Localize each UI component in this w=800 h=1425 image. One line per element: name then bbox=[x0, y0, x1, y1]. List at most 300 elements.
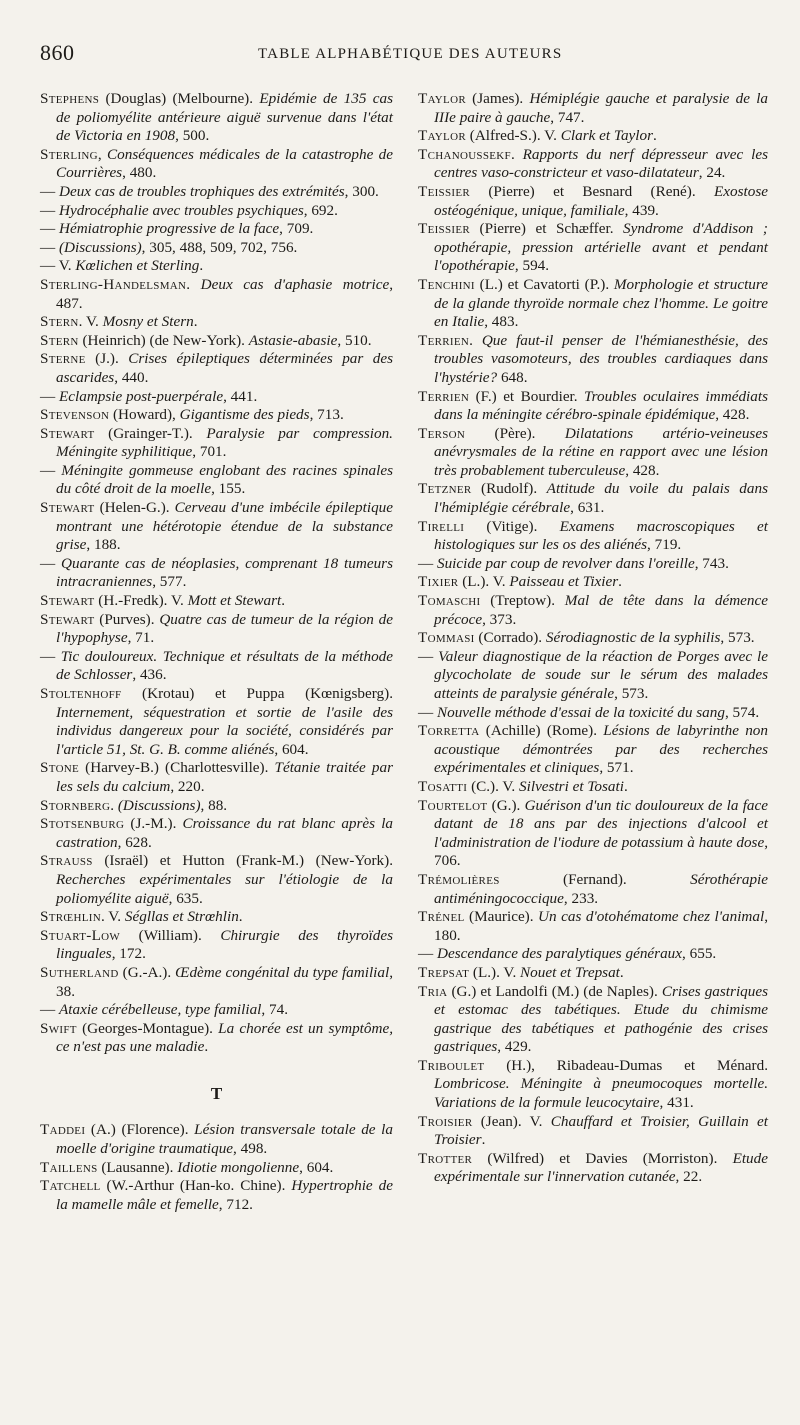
entry-title: Kœlichen et Sterling bbox=[75, 257, 200, 275]
entry-title: Descendance des paralytiques généraux bbox=[436, 945, 683, 963]
entry-title: Guérison d'un tic douloureux de la face datant de 18 ans par des injections d'alcool et l'administration de l'iodure de potassium à haute dose bbox=[434, 796, 768, 851]
entry-title: Recherches expérimentales sur l'étiologie de la poliomyélite aiguë bbox=[56, 870, 393, 907]
index-entry bbox=[418, 1113, 768, 1150]
entry-detail: (Fernand). bbox=[499, 870, 691, 888]
entry-author: Stewart bbox=[40, 424, 95, 442]
entry-title: Sérothérapie antiméningococcique bbox=[434, 870, 768, 907]
entry-detail: — V. bbox=[40, 257, 76, 275]
entry-pages: , 655. bbox=[682, 945, 717, 963]
entry-title: La chorée est un symptôme, ce n'est pas une maladie bbox=[56, 1019, 393, 1056]
index-entry bbox=[418, 90, 768, 127]
entry-pages: , 436. bbox=[132, 666, 167, 684]
left-column bbox=[40, 90, 393, 1214]
entry-author: Stevenson bbox=[40, 406, 110, 424]
entry-detail: (Jean). V. bbox=[472, 1112, 551, 1130]
index-entry bbox=[418, 555, 768, 574]
entry-author: Triboulet bbox=[418, 1056, 485, 1074]
entries-t-left bbox=[40, 1121, 393, 1214]
entry-title: Dilatations artério-veineuses anévrysmales de la rétine en rapport avec une lésion très probablement tuberculeuse bbox=[434, 424, 768, 479]
entry-title: Tétanie traitée par les sels du calcium bbox=[56, 759, 393, 795]
entry-pages: . bbox=[623, 777, 628, 795]
section-letter: T bbox=[210, 1083, 223, 1103]
entry-author: Trémolières bbox=[418, 870, 500, 888]
entry-pages: . bbox=[238, 908, 243, 926]
entry-author: Tchanoussekf bbox=[418, 145, 511, 163]
entry-author: Sutherland bbox=[40, 963, 119, 981]
entry-pages: 648. bbox=[497, 368, 528, 386]
entry-pages: , 577. bbox=[152, 573, 187, 591]
entry-pages: , 233. bbox=[563, 889, 599, 907]
entries-s bbox=[40, 90, 393, 1057]
entry-author: Stornberg bbox=[40, 796, 111, 814]
entry-detail: (Howard), bbox=[109, 406, 180, 424]
index-entry bbox=[418, 1057, 768, 1113]
entry-author: Stewart bbox=[40, 610, 95, 628]
entry-pages: , 480. bbox=[122, 164, 157, 182]
entry-title: Sérodiagnostic de la syphilis bbox=[545, 629, 721, 647]
entry-detail: (H.), Ribadeau-Dumas et Ménard. bbox=[484, 1056, 768, 1074]
index-entry bbox=[418, 908, 768, 945]
entry-detail: . V. bbox=[78, 313, 103, 331]
index-entry bbox=[418, 146, 768, 183]
index-entry bbox=[418, 480, 768, 517]
entry-title: Mosny et Stern bbox=[102, 313, 194, 331]
entry-title: Deux cas d'aphasie motrice bbox=[200, 275, 390, 293]
index-entry bbox=[40, 332, 393, 351]
entry-author: Stone bbox=[40, 759, 80, 777]
entry-title: Hydrocéphalie avec troubles psychiques bbox=[58, 201, 304, 219]
entry-author: Stoltenhoff bbox=[40, 685, 122, 702]
entry-author: Stewart bbox=[40, 592, 95, 610]
entry-pages: , 573. bbox=[720, 629, 755, 647]
entry-author: Torretta bbox=[418, 722, 480, 740]
entry-pages: , 220. bbox=[170, 777, 205, 795]
index-entry bbox=[418, 871, 768, 908]
index-entry bbox=[418, 629, 768, 648]
entry-detail: (A.) (Florence). bbox=[85, 1121, 195, 1139]
entry-title: Syndrome d'Addison ; opothérapie, pression artérielle avant et pendant l'opothérapie bbox=[434, 220, 768, 275]
entry-detail: (Helen-G.). bbox=[94, 499, 175, 517]
entry-pages: , 428. bbox=[625, 461, 660, 479]
entry-detail: (Rudolf). bbox=[471, 480, 547, 498]
entry-author: Stotsenburg bbox=[40, 815, 125, 833]
entry-pages: , 574. bbox=[724, 703, 760, 721]
index-entry bbox=[418, 945, 768, 964]
index-entry bbox=[40, 927, 393, 964]
index-entry bbox=[40, 1159, 393, 1178]
entry-pages: , 305, 488, 509, 702, 756. bbox=[141, 238, 298, 256]
entry-pages: , 706. bbox=[434, 833, 768, 870]
entry-title: Un cas d'otohématome chez l'animal bbox=[538, 908, 765, 926]
index-entry bbox=[418, 722, 768, 778]
entry-title: Examens macroscopiques et histologiques sur les os des aliénés bbox=[434, 517, 768, 554]
entry-author: Tosatti bbox=[418, 777, 468, 795]
entry-title: Mott et Stewart bbox=[187, 592, 282, 610]
entry-title: Méningite gommeuse englobant des racines spinales du côté droit de la moelle bbox=[56, 461, 393, 498]
entry-pages: , 743. bbox=[694, 554, 729, 572]
entry-title: Cerveau d'une imbécile épileptique montrant une hétérotopie étendue de la substance grise bbox=[56, 499, 394, 554]
entry-detail: — bbox=[418, 703, 437, 721]
entry-pages: , 628. bbox=[117, 833, 152, 851]
entry-title: (Discussions) bbox=[58, 238, 142, 256]
entry-title: Conséquences médicales de la catastrophe de Courrières bbox=[56, 145, 393, 182]
entry-detail: . bbox=[469, 331, 482, 349]
entry-detail: (Heinrich) (de New-York). bbox=[78, 331, 249, 349]
index-entry bbox=[40, 797, 393, 816]
index-entry bbox=[40, 592, 393, 611]
index-entry bbox=[418, 964, 768, 983]
entry-detail: — bbox=[40, 220, 59, 238]
entry-detail: — bbox=[40, 182, 59, 200]
entry-title: Hémiplégie gauche et paralysie de la IIIe paire à gauche bbox=[434, 90, 769, 126]
index-entry bbox=[40, 146, 393, 183]
entry-detail: — bbox=[40, 238, 59, 256]
entry-detail: . bbox=[110, 796, 118, 814]
entry-pages: , 571. bbox=[599, 759, 634, 777]
entry-author: Stewart bbox=[40, 499, 95, 517]
entry-title: Rapports du nerf dépresseur avec les centres vaso-constricteur et vaso-dilatateur bbox=[434, 145, 768, 182]
entry-title: Silvestri et Tosati bbox=[519, 777, 624, 795]
entry-title: Astasie-abasie bbox=[248, 331, 338, 349]
entry-title: Œdème congénital du type familial bbox=[175, 963, 390, 981]
entry-title: Internement, séquestration et sortie de l'asile des individus dangereux pour la société, considérés par l'article 51, St. G. B. comme aliénés bbox=[56, 703, 393, 758]
entry-title: Hypertrophie de la mamelle mâle et femelle bbox=[56, 1177, 393, 1213]
entry-detail: (Vitige). bbox=[464, 517, 560, 535]
entry-title: Epidémie de 135 cas de poliomyélite antérieure aiguë survenue dans l'état de Victoria en 1908 bbox=[56, 90, 393, 145]
entry-pages: , 429. bbox=[497, 1038, 532, 1056]
entry-title: Paralysie par compression. Méningite syphilitique bbox=[56, 424, 393, 461]
entry-detail: (Grainger-T.). bbox=[94, 424, 207, 442]
index-entry bbox=[40, 852, 393, 908]
entry-pages: . bbox=[619, 963, 624, 981]
entry-pages: , 709. bbox=[279, 220, 314, 238]
entry-pages: , 441. bbox=[223, 387, 258, 405]
entry-title: Croissance du rat blanc après la castration bbox=[56, 815, 394, 851]
entry-detail: (Krotau) et Puppa (Kœnigsberg). bbox=[121, 685, 393, 702]
entry-detail: (Harvey-B.) (Charlottesville). bbox=[79, 759, 275, 777]
entry-pages: , 428. bbox=[715, 406, 750, 424]
entry-pages: , 74. bbox=[261, 1001, 288, 1019]
entry-detail: — bbox=[40, 461, 62, 479]
entry-title: Chauffard et Troisier, Guillain et Troisier bbox=[434, 1112, 769, 1149]
entry-title: Crises épileptiques déterminées par des ascarides bbox=[56, 350, 393, 386]
entry-detail: (Treptow). bbox=[480, 592, 565, 610]
entry-author: Sterling-Handelsman bbox=[40, 275, 187, 293]
entry-detail: (W.-Arthur (Han-ko. Chine). bbox=[100, 1177, 292, 1195]
entry-detail: (Georges-Montague). bbox=[76, 1019, 219, 1037]
entry-author: Taillens bbox=[40, 1158, 98, 1176]
entry-title: Lésion transversale totale de la moelle d'origine traumatique bbox=[56, 1121, 393, 1158]
index-entry bbox=[418, 276, 768, 332]
entry-author: Taddei bbox=[40, 1121, 86, 1139]
entry-title: Nouet et Trepsat bbox=[520, 963, 620, 981]
entry-detail: — bbox=[418, 554, 437, 572]
entry-detail: (Purves). bbox=[94, 610, 160, 628]
entry-detail: (James). bbox=[465, 90, 530, 107]
index-entry bbox=[418, 797, 768, 871]
entry-pages: . bbox=[281, 592, 286, 610]
index-entry bbox=[40, 1177, 393, 1214]
index-entry bbox=[418, 1150, 768, 1187]
entry-pages: , 88. bbox=[200, 796, 228, 814]
entry-pages: , 373. bbox=[482, 610, 517, 628]
entry-detail: (Pierre) et Besnard (René). bbox=[470, 182, 714, 200]
entry-title: Eclampsie post-puerpérale bbox=[58, 387, 224, 405]
entry-detail: (William). bbox=[120, 926, 221, 944]
index-entry bbox=[40, 90, 393, 146]
entry-pages: , 635. bbox=[168, 889, 203, 907]
entry-pages: , 71. bbox=[127, 629, 155, 647]
index-entry bbox=[40, 313, 393, 332]
right-column bbox=[418, 90, 768, 1187]
index-entry bbox=[418, 704, 768, 723]
entry-author: Swift bbox=[40, 1019, 77, 1037]
entry-author: Strœhlin bbox=[40, 908, 101, 926]
entry-detail: — bbox=[418, 647, 439, 665]
entry-pages: , 172. bbox=[111, 945, 146, 963]
entry-author: Trotter bbox=[418, 1149, 473, 1167]
entry-pages: . bbox=[618, 573, 622, 591]
entry-author: Terrien bbox=[418, 387, 470, 405]
index-entry bbox=[418, 183, 768, 220]
entry-detail: (J.-M.). bbox=[124, 815, 183, 833]
entry-pages: , 712. bbox=[218, 1195, 253, 1213]
entry-title: Morphologie et structure de la glande thyroïde normale chez l'homme. Le goitre en Italie bbox=[434, 275, 768, 331]
entry-pages: , 439. bbox=[624, 201, 659, 219]
entry-title: Que faut-il penser de l'hémianesthésie, des troubles vasomoteurs, des troubles cardiaques dans l'hystérie? bbox=[434, 331, 769, 386]
entry-title: Troubles oculaires immédiats dans la méningite cérébro-spinale épidémique bbox=[434, 387, 768, 424]
entry-detail: . bbox=[186, 275, 201, 293]
entry-pages: , 498. bbox=[233, 1140, 268, 1158]
entry-author: Trepsat bbox=[418, 963, 470, 981]
index-entry bbox=[418, 332, 768, 388]
index-entry bbox=[40, 1121, 393, 1158]
entry-author: Strauss bbox=[40, 852, 93, 870]
index-entry bbox=[418, 127, 768, 146]
page-header bbox=[40, 40, 762, 76]
entry-title: Etude expérimentale sur l'innervation cutanée bbox=[434, 1149, 768, 1186]
index-entry bbox=[40, 1020, 393, 1057]
entry-detail: , bbox=[97, 145, 108, 163]
entry-title: Ségllas et Strœhlin bbox=[124, 908, 239, 926]
entry-author: Taylor bbox=[418, 90, 466, 107]
entry-author: Stern bbox=[40, 313, 79, 331]
entry-pages: . bbox=[653, 127, 657, 145]
entry-title: Tic douloureux. Technique et résultats de la méthode de Schlosser bbox=[56, 647, 393, 684]
entry-title: Quatre cas de tumeur de la région de l'hypophyse bbox=[56, 610, 393, 647]
entry-pages: , 440. bbox=[114, 368, 149, 386]
entry-title: Chirurgie des thyroïdes linguales bbox=[56, 926, 393, 963]
entry-author: Sterling bbox=[40, 145, 98, 163]
entry-pages: . bbox=[199, 257, 204, 275]
entry-pages: , 692. bbox=[303, 201, 338, 219]
entries-t-right bbox=[418, 90, 768, 1187]
index-entry bbox=[40, 964, 393, 1001]
entry-author: Teissier bbox=[418, 220, 471, 238]
entry-pages: , 510. bbox=[337, 331, 372, 349]
index-entry bbox=[40, 1001, 393, 1020]
entry-title: Deux cas de troubles trophiques des extrémités bbox=[58, 182, 345, 200]
entry-detail: (L.) et Cavatorti (P.). bbox=[474, 275, 614, 293]
entry-pages: , 573. bbox=[614, 685, 649, 702]
entry-title: Attitude du voile du palais dans l'hémiplégie cérébrale bbox=[434, 480, 769, 517]
index-entry bbox=[40, 555, 393, 592]
entry-pages: , 431. bbox=[659, 1094, 694, 1112]
index-entry bbox=[40, 257, 393, 276]
entry-detail: (C.). V. bbox=[467, 777, 520, 795]
entry-title: Gigantisme des pieds bbox=[179, 406, 310, 424]
entry-detail: (Achille) (Rome). bbox=[479, 722, 604, 740]
entry-title: Lombricose. Méningite à pneumocoques mortelle. Variations de la formule leucocytaire bbox=[434, 1075, 768, 1112]
entry-author: Tatchell bbox=[40, 1177, 101, 1195]
entry-title: Crises gastriques et estomac des tabétiques. Etude du chimisme gastrique des tabétiques et pathogénie des crises gastriques bbox=[434, 982, 768, 1056]
entry-pages: , 747. bbox=[550, 108, 585, 126]
entry-pages: , 483. bbox=[484, 313, 519, 331]
entry-detail: — bbox=[40, 201, 59, 219]
entry-detail: (Israël) et Hutton (Frank-M.) (New-York). bbox=[92, 852, 393, 870]
entry-title: Paisseau et Tixier bbox=[509, 573, 619, 591]
index-entry bbox=[40, 648, 393, 685]
entry-pages: . bbox=[193, 313, 198, 331]
entry-detail: — bbox=[40, 1001, 59, 1019]
index-entry bbox=[40, 815, 393, 852]
entry-detail: — bbox=[418, 945, 437, 963]
entry-pages: , 188. bbox=[86, 536, 121, 554]
entry-pages: , 180. bbox=[434, 908, 768, 944]
entry-detail: (Douglas) (Melbourne). bbox=[99, 90, 260, 107]
index-entry bbox=[40, 202, 393, 221]
index-entry bbox=[40, 759, 393, 796]
entry-detail: (G.). bbox=[487, 796, 525, 814]
entry-pages: , 38. bbox=[56, 963, 393, 1000]
entry-pages: , 24. bbox=[698, 164, 726, 182]
entry-detail: (G.-A.). bbox=[118, 963, 176, 981]
entry-author: Stuart-Low bbox=[40, 926, 121, 944]
entry-pages: , 604. bbox=[299, 1158, 334, 1176]
entry-detail: — bbox=[40, 554, 62, 572]
index-entry bbox=[418, 778, 768, 797]
entry-detail: (Lausanne). bbox=[97, 1158, 178, 1176]
entry-pages: , 604. bbox=[274, 740, 309, 758]
entry-title: Idiotie mongolienne bbox=[177, 1158, 300, 1176]
page-number: 860 bbox=[40, 40, 75, 65]
entry-detail: (L.). V. bbox=[469, 963, 521, 981]
index-entry bbox=[40, 220, 393, 239]
index-entry bbox=[40, 611, 393, 648]
entry-detail: (Père). bbox=[465, 424, 565, 442]
entry-title: (Discussions) bbox=[117, 796, 201, 814]
entry-pages: , 300. bbox=[344, 182, 379, 200]
entry-detail: (Pierre) et Schæffer. bbox=[470, 220, 624, 238]
running-title: TABLE ALPHABÉTIQUE DES AUTEURS bbox=[258, 46, 563, 62]
index-entry bbox=[40, 685, 393, 759]
entry-author: Troisier bbox=[418, 1112, 473, 1130]
index-entry bbox=[418, 220, 768, 276]
index-entry bbox=[40, 239, 393, 258]
entry-author: Taylor bbox=[418, 127, 466, 145]
index-entry bbox=[418, 983, 768, 1057]
entry-author: Sterne bbox=[40, 350, 86, 368]
entry-detail: . bbox=[510, 145, 523, 163]
entry-pages: , 594. bbox=[514, 257, 550, 275]
entry-title: Mal de tête dans la démence précoce bbox=[434, 592, 768, 628]
entry-pages: , 631. bbox=[570, 499, 605, 517]
entry-pages: . bbox=[481, 1131, 486, 1149]
index-entry bbox=[418, 518, 768, 555]
entry-author: Teissier bbox=[418, 182, 471, 200]
entry-author: Stern bbox=[40, 331, 79, 349]
entry-pages: , 487. bbox=[56, 275, 393, 312]
index-entry bbox=[40, 499, 393, 555]
entry-author: Tenchini bbox=[418, 275, 475, 293]
index-entry bbox=[40, 908, 393, 927]
entry-pages: , 713. bbox=[309, 406, 344, 424]
entry-detail: — bbox=[40, 387, 59, 405]
entry-title: Valeur diagnostique de la réaction de Porges avec le glycocholate de soude sur le sérum des malades atteints de paralysie générale bbox=[434, 647, 769, 702]
index-entry bbox=[40, 425, 393, 462]
entry-detail: . V. bbox=[100, 908, 125, 926]
entry-title: Nouvelle méthode d'essai de la toxicité du sang bbox=[436, 703, 725, 721]
index-entry bbox=[40, 350, 393, 387]
entry-detail: (J.). bbox=[85, 350, 129, 368]
entry-author: Tommasi bbox=[418, 629, 475, 647]
index-entry bbox=[40, 406, 393, 425]
entry-pages: , 719. bbox=[647, 536, 682, 554]
entry-author: Tixier bbox=[418, 573, 459, 591]
entry-author: Tomaschi bbox=[418, 592, 481, 610]
entry-title: Exostose ostéogénique, unique, familiale bbox=[434, 182, 768, 219]
index-entry bbox=[40, 276, 393, 313]
entry-title: Ataxie cérébelleuse, type familial bbox=[58, 1001, 262, 1019]
index-entry bbox=[40, 388, 393, 407]
entry-detail: (Alfred-S.). V. bbox=[465, 127, 561, 145]
entry-author: Trénel bbox=[418, 908, 465, 926]
entry-detail: (F.) et Bourdier. bbox=[469, 387, 585, 405]
entry-author: Tourtelot bbox=[418, 796, 488, 814]
index-entry bbox=[418, 388, 768, 425]
entry-title: Hémiatrophie progressive de la face bbox=[58, 220, 280, 238]
entry-author: Stephens bbox=[40, 90, 100, 107]
entry-author: Tetzner bbox=[418, 480, 472, 498]
entry-title: Suicide par coup de revolver dans l'oreille bbox=[436, 554, 695, 572]
entry-title: Lésions de labyrinthe non acoustique démontrées par des recherches expérimentales et cliniques bbox=[434, 722, 768, 777]
entry-pages: , 155. bbox=[211, 480, 246, 498]
entry-title: Quarante cas de néoplasies, comprenant 18 tumeurs intracraniennes bbox=[56, 554, 393, 591]
entry-pages: . bbox=[204, 1038, 209, 1056]
index-entry bbox=[418, 592, 768, 629]
entry-title: Clark et Taylor bbox=[560, 127, 654, 145]
entry-author: Tria bbox=[418, 982, 448, 1000]
entry-pages: , 500. bbox=[175, 127, 210, 145]
entry-detail: (Maurice). bbox=[464, 908, 539, 926]
entry-pages: , 22. bbox=[675, 1168, 703, 1186]
entry-pages: , 701. bbox=[192, 443, 227, 461]
entry-author: Terson bbox=[418, 424, 466, 442]
index-entry bbox=[418, 425, 768, 481]
entry-detail: (Corrado). bbox=[474, 629, 546, 647]
entry-detail: — bbox=[40, 647, 61, 665]
entry-author: Tirelli bbox=[418, 517, 465, 535]
entry-detail: (G.) et Landolfi (M.) (de Naples). bbox=[447, 982, 662, 1000]
index-entry bbox=[418, 648, 768, 704]
index-entry bbox=[418, 573, 768, 592]
entry-author: Terrien bbox=[418, 331, 470, 349]
entry-detail: (Wilfred) et Davies (Morriston). bbox=[472, 1149, 733, 1167]
index-entry bbox=[40, 462, 393, 499]
entry-detail: (L.). V. bbox=[458, 573, 510, 591]
entry-detail: (H.-Fredk). V. bbox=[94, 592, 188, 610]
index-entry bbox=[40, 183, 393, 202]
